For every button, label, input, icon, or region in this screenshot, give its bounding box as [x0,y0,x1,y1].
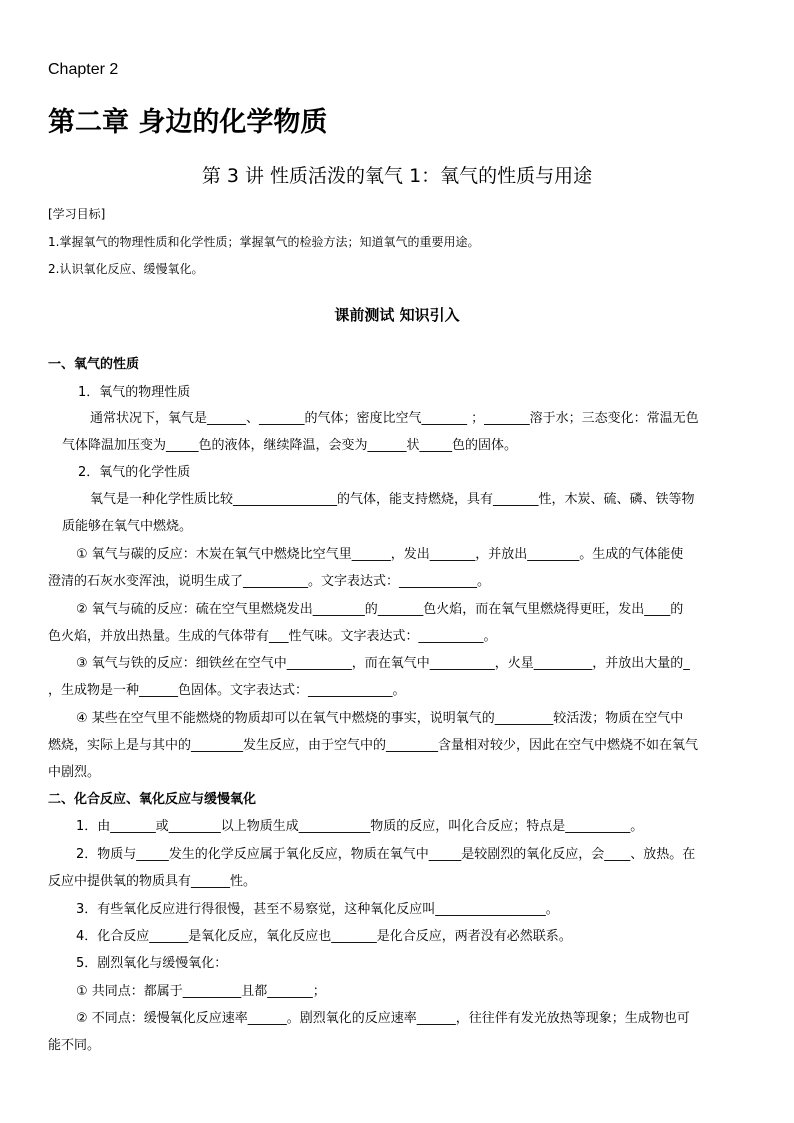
carbon-reaction: 澄清的石灰水变浑浊，说明生成了__________。文字表达式：____________。 [48,574,491,589]
part2-item: 反应中提供氧的物质具有______性。 [48,874,257,889]
sulfur-reaction: ② 氧气与硫的反应：硫在空气里燃烧发出________的_______色火焰，而在氧气里燃烧得更旺，发出____的 [76,602,684,617]
lesson-title: 第 3 讲 性质活泼的氧气 1：氧气的性质与用途 [201,165,593,187]
oxygen-activity-note: 燃烧，实际上是与其中的________发生反应，由于空气中的________含量相对较少，因此在空气中燃烧不如在氧气 [48,738,699,753]
carbon-reaction: ① 氧气与碳的反应：木炭在氧气中燃烧比空气里______，发出_______，并放出________。生成的气体能使 [76,547,684,562]
oxygen-activity-note: 中剧烈。 [48,765,101,780]
part2-item: 4．化合反应______是氧化反应，氧化反应也_______是化合反应，两者没有必然联系。 [76,929,572,944]
objective-item: 1.掌握氧气的物理性质和化学性质；掌握氧气的检验方法；知道氧气的重要用途。 [48,235,480,249]
chapter-label: Chapter 2 [48,61,119,78]
physical-line: 气体降温加压变为_____色的液体，继续降温，会变为______状_____色的固体。 [62,438,518,453]
chemical-line: 质能够在氧气中燃烧。 [62,519,193,534]
physical-title: 1．氧气的物理性质 [78,385,191,400]
objectives-label: [学习目标] [48,207,106,221]
physical-line: 通常状况下，氧气是______、_______的气体；密度比空气_______ ；_______溶于水；三态变化：常温无色 [90,411,699,426]
chemical-title: 2．氧气的化学性质 [78,465,191,480]
chemical-line: 氧气是一种化学性质比较________________的气体，能支持燃烧，具有_______性，木炭、硫、磷、铁等物 [90,492,695,507]
sulfur-reaction: 色火焰，并放出热量。生成的气体带有___性气味。文字表达式：__________。 [48,629,497,644]
iron-reaction: ③ 氧气与铁的反应：细铁丝在空气中__________，而在氧气中__________，火星_________，并放出大量的_ [76,656,690,671]
part2-heading: 二、化合反应、氧化反应与缓慢氧化 [48,792,257,807]
part2-item: 3．有些氧化反应进行得很慢，甚至不易察觉，这种氧化反应叫_________________。 [76,902,559,917]
part2-item: 5．剧烈氧化与缓慢氧化： [76,956,228,971]
common-points: ① 共同点：都属于_________且都_______； [76,984,326,999]
section-title: 课前测试 知识引入 [334,306,460,324]
part1-heading: 一、氧气的性质 [48,357,140,372]
chapter-title: 第二章 身边的化学物质 [48,107,328,138]
part2-item: 1．由_______或________以上物质生成___________物质的反应，叫化合反应；特点是__________。 [76,819,644,834]
differences: 能不同。 [48,1038,101,1053]
iron-reaction: ，生成物是一种______色固体。文字表达式：_____________。 [48,683,406,698]
objective-item: 2.认识氧化反应、缓慢氧化。 [48,262,204,276]
part2-item: 2．物质与_____发生的化学反应属于氧化反应，物质在氧气中_____是较剧烈的氧化反应，会____、放热。在 [76,847,696,862]
oxygen-activity-note: ④ 某些在空气里不能燃烧的物质却可以在氧气中燃烧的事实，说明氧气的_________较活泼；物质在空气中 [76,711,684,726]
differences: ② 不同点：缓慢氧化反应速率______。剧烈氧化的反应速率______，往往伴有发光放热等现象；生成物也可 [76,1011,690,1026]
